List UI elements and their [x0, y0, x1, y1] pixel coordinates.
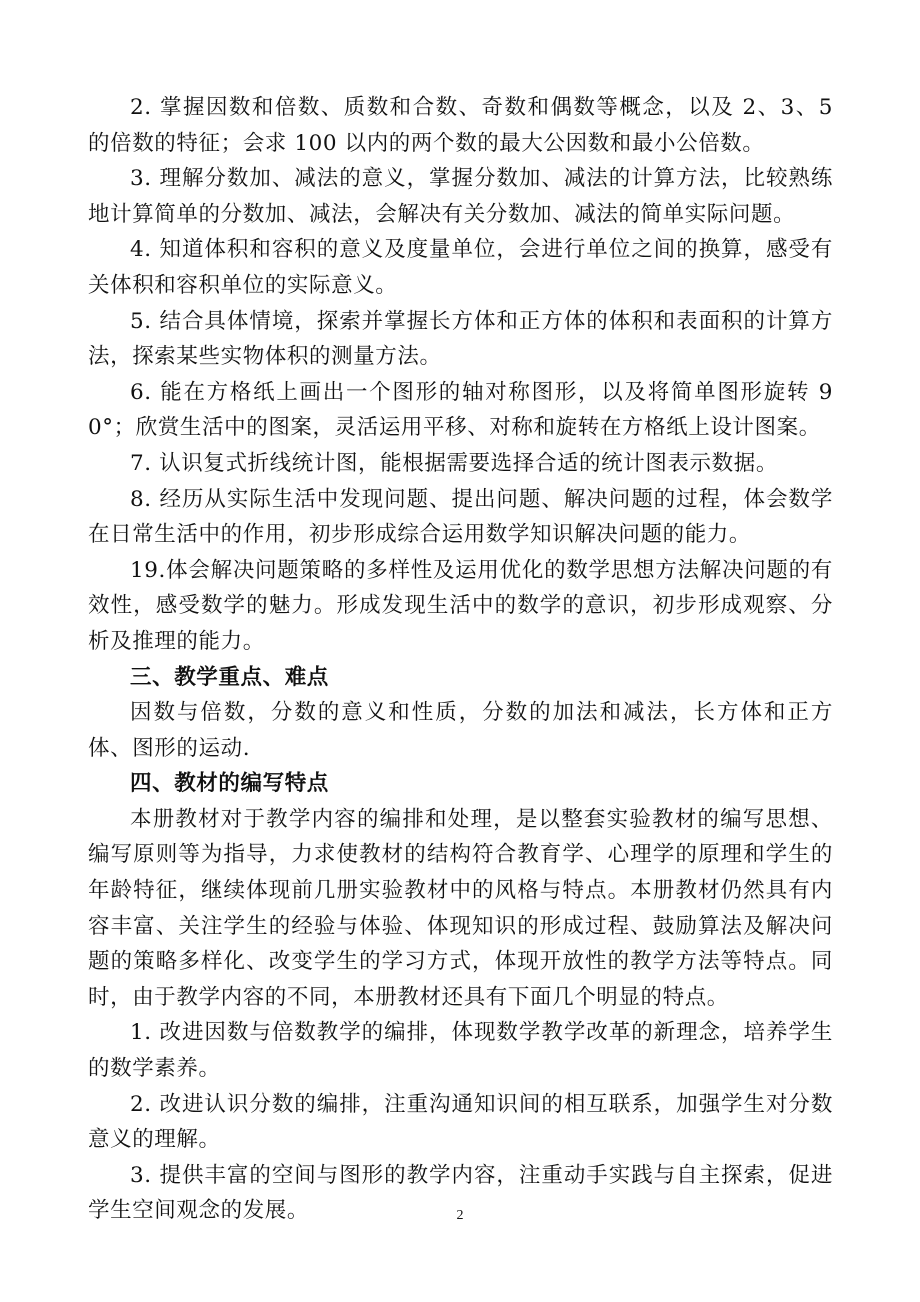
objective-item-19: 19.体会解决问题策略的多样性及运用优化的数学思想方法解决问题的有效性，感受数学的魅力。形成发现生活中的数学的意识，初步形成观察、分析及推理的能力。 — [88, 557, 833, 654]
objective-item-2: 2. 掌握因数和倍数、质数和合数、奇数和偶数等概念，以及 2、3、5 的倍数的特征；会求 100 以内的两个数的最大公因数和最小公倍数。 — [88, 95, 833, 156]
objective-item-5: 5. 结合具体情境，探索并掌握长方体和正方体的体积和表面积的计算方法，探索某些实物体积的测量方法。 — [88, 308, 833, 370]
page-number: 2 — [456, 1208, 464, 1223]
section-heading-textbook-features: 四、教材的编写特点 — [130, 771, 329, 797]
feature-item-1: 1. 改进因数与倍数教学的编排，体现数学教学改革的新理念，培养学生的数学素养。 — [88, 1020, 833, 1082]
textbook-features-intro: 本册教材对于教学内容的编排和处理，是以整套实验教材的编写思想、编写原则等为指导，力求使教材的结构符合教育学、心理学的原理和学生的年龄特征，继续体现前几册实验教材中的风格与特点。本册教材仍然具有内容丰富、关注学生的经验与体验、体现知识的形成过程、鼓励算法及解决问题的策略多样化、改变学生的学习方式，体现开放性的教学方法等特点。同时，由于教学内容的不同，本册教材还具有下面几个明显的特点。 — [88, 806, 833, 1010]
objective-item-3: 3. 理解分数加、减法的意义，掌握分数加、减法的计算方法，比较熟练地计算简单的分数加、减法，会解决有关分数加、减法的简单实际问题。 — [88, 166, 833, 227]
objective-item-6: 6. 能在方格纸上画出一个图形的轴对称图形，以及将简单图形旋转 90°；欣赏生活中的图案，灵活运用平移、对称和旋转在方格纸上设计图案。 — [88, 379, 833, 441]
feature-item-2: 2. 改进认识分数的编排，注重沟通知识间的相互联系，加强学生对分数意义的理解。 — [88, 1091, 833, 1153]
key-points-body: 因数与倍数，分数的意义和性质，分数的加法和减法，长方体和正方体、图形的运动. — [88, 700, 833, 761]
objective-item-7: 7. 认识复式折线统计图，能根据需要选择合适的统计图表示数据。 — [130, 450, 778, 476]
objective-item-8: 8. 经历从实际生活中发现问题、提出问题、解决问题的过程，体会数学在日常生活中的作用，初步形成综合运用数学知识解决问题的能力。 — [88, 486, 833, 548]
page-content — [88, 90, 833, 1229]
objective-item-4: 4. 知道体积和容积的意义及度量单位，会进行单位之间的换算，感受有关体积和容积单位的实际意义。 — [88, 237, 833, 298]
feature-item-3: 3. 提供丰富的空间与图形的教学内容，注重动手实践与自主探索，促进学生空间观念的发展。 — [88, 1162, 833, 1224]
section-heading-key-points: 三、教学重点、难点 — [130, 664, 329, 690]
